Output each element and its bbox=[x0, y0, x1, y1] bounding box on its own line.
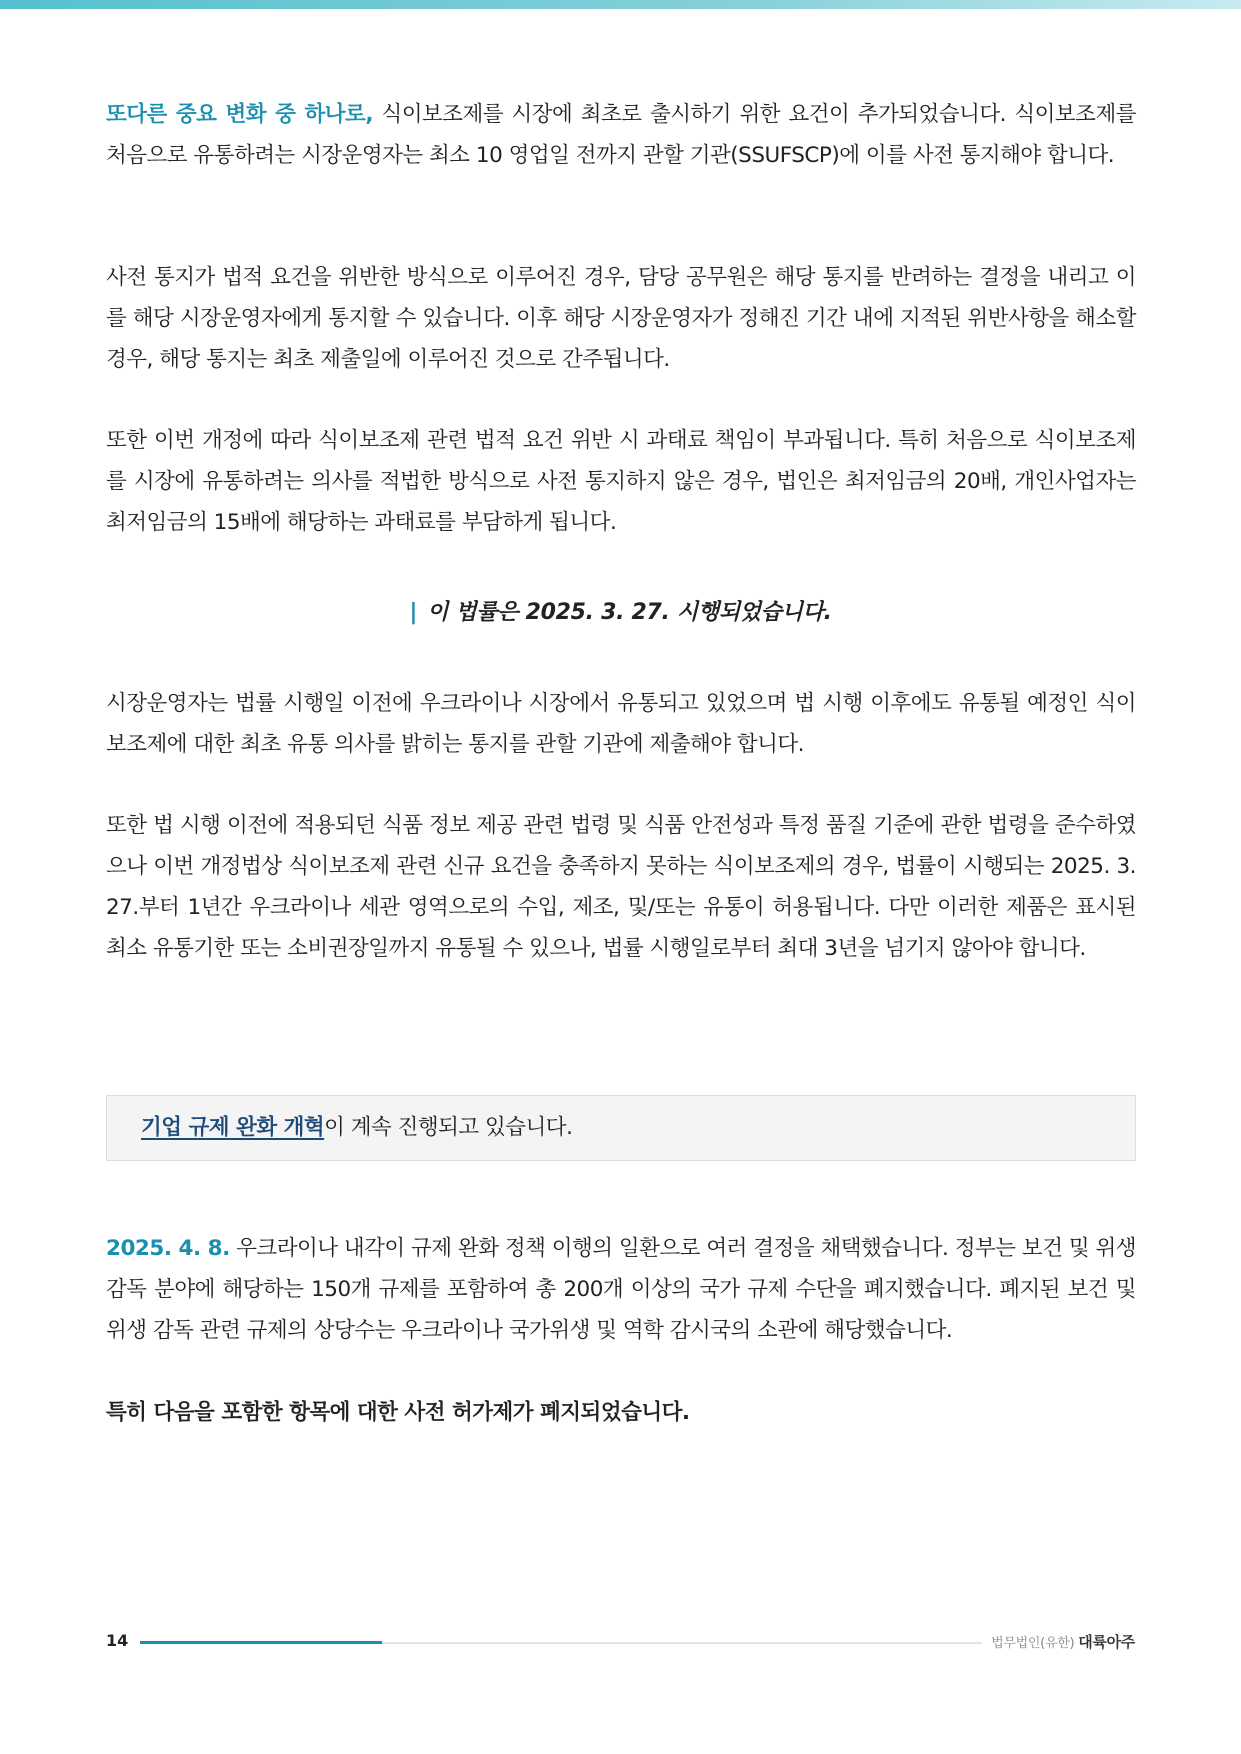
callout-rest: 이 계속 진행되고 있습니다. bbox=[324, 1115, 573, 1140]
paragraph-operator-notice: 시장운영자는 법률 시행일 이전에 우크라이나 시장에서 유통되고 있었으며 법 시행 이후에도 유통될 예정인 식이보조제에 대한 최초 유통 의사를 밝히는 통지를 관할 기관에 제출해야 합니다. bbox=[106, 691, 1136, 757]
paragraph-transition: 또한 법 시행 이전에 적용되던 식품 정보 제공 관련 법령 및 식품 안전성과 특정 품질 기준에 관한 법령을 준수하였으나 이번 개정법상 식이보조제 관련 신규 요건을 충족하지 못하는 식이보조제의 경우, 법률이 시행되는 2025. 3. 27.부터 1년간 우크라이나 세관 영역으로의 수입, 제조, 및/또는 유통이 허용됩니다. 다만 이러한 제품은 표시된 최소 유통기한 또는 소비권장일까지 유통될 수 있으나, 법률 시행일로부터 최대 3년을 넘기지 않아야 합니다. bbox=[106, 813, 1136, 961]
footer-rule-accent bbox=[140, 1641, 382, 1644]
paragraph-body: 우크라이나 내각이 규제 완화 정책 이행의 일환으로 여러 결정을 채택했습니다. 정부는 보건 및 위생 감독 분야에 해당하는 150개 규제를 포함하여 총 200개 이상의 국가 규제 수단을 폐지했습니다. 폐지된 보건 및 위생 감독 관련 규제의 상당수는 우크라이나 국가위생 및 역학 감시국의 소관에 해당했습니다. bbox=[106, 1236, 1136, 1343]
paragraph-body: 식이보조제를 시장에 최초로 출시하기 위한 요건이 추가되었습니다. 식이보조제를 처음으로 유통하려는 시장운영자는 최소 10 영업일 전까지 관할 기관(SSUFSCP)에 이를 사전 통지해야 합니다. bbox=[106, 102, 1136, 168]
deregulation-reform-link[interactable]: 기업 규제 완화 개혁 bbox=[141, 1115, 325, 1140]
footer-brand bbox=[991, 1631, 1135, 1652]
effective-date-notice bbox=[0, 593, 1241, 633]
callout-box bbox=[106, 1095, 1136, 1161]
date-lead: 2025. 4. 8. bbox=[106, 1236, 230, 1261]
paragraph-rejection: 사전 통지가 법적 요건을 위반한 방식으로 이루어진 경우, 담당 공무원은 해당 통지를 반려하는 결정을 내리고 이를 해당 시장운영자에게 통지할 수 있습니다. 이후 해당 시장운영자가 정해진 기간 내에 지적된 위반사항을 해소할 경우, 해당 통지는 최초 제출일에 이루어진 것으로 간주됩니다. bbox=[106, 265, 1136, 372]
paragraph-supplement-notification bbox=[106, 94, 1136, 176]
top-accent-bar bbox=[0, 0, 1241, 9]
notice-bar: | bbox=[409, 600, 418, 625]
paragraph-lead: 또다른 중요 변화 중 하나로, bbox=[106, 102, 373, 127]
paragraph-deregulation bbox=[106, 1228, 1136, 1351]
brand-name: 대륙아주 bbox=[1078, 1633, 1135, 1651]
notice-text: 이 법률은 2025. 3. 27. 시행되었습니다. bbox=[427, 600, 832, 625]
callout-text bbox=[141, 1108, 572, 1148]
paragraph-penalty: 또한 이번 개정에 따라 식이보조제 관련 법적 요건 위반 시 과태료 책임이 부과됩니다. 특히 처음으로 식이보조제를 시장에 유통하려는 의사를 적법한 방식으로 사전 통지하지 않은 경우, 법인은 최저임금의 20배, 개인사업자는 최저임금의 15배에 해당하는 과태료를 부담하게 됩니다. bbox=[106, 428, 1136, 535]
bold-heading: 특히 다음을 포함한 항목에 대한 사전 허가제가 폐지되었습니다. bbox=[106, 1400, 690, 1425]
page-number: 14 bbox=[106, 1631, 129, 1650]
brand-prefix: 법무법인(유한) bbox=[991, 1636, 1075, 1651]
